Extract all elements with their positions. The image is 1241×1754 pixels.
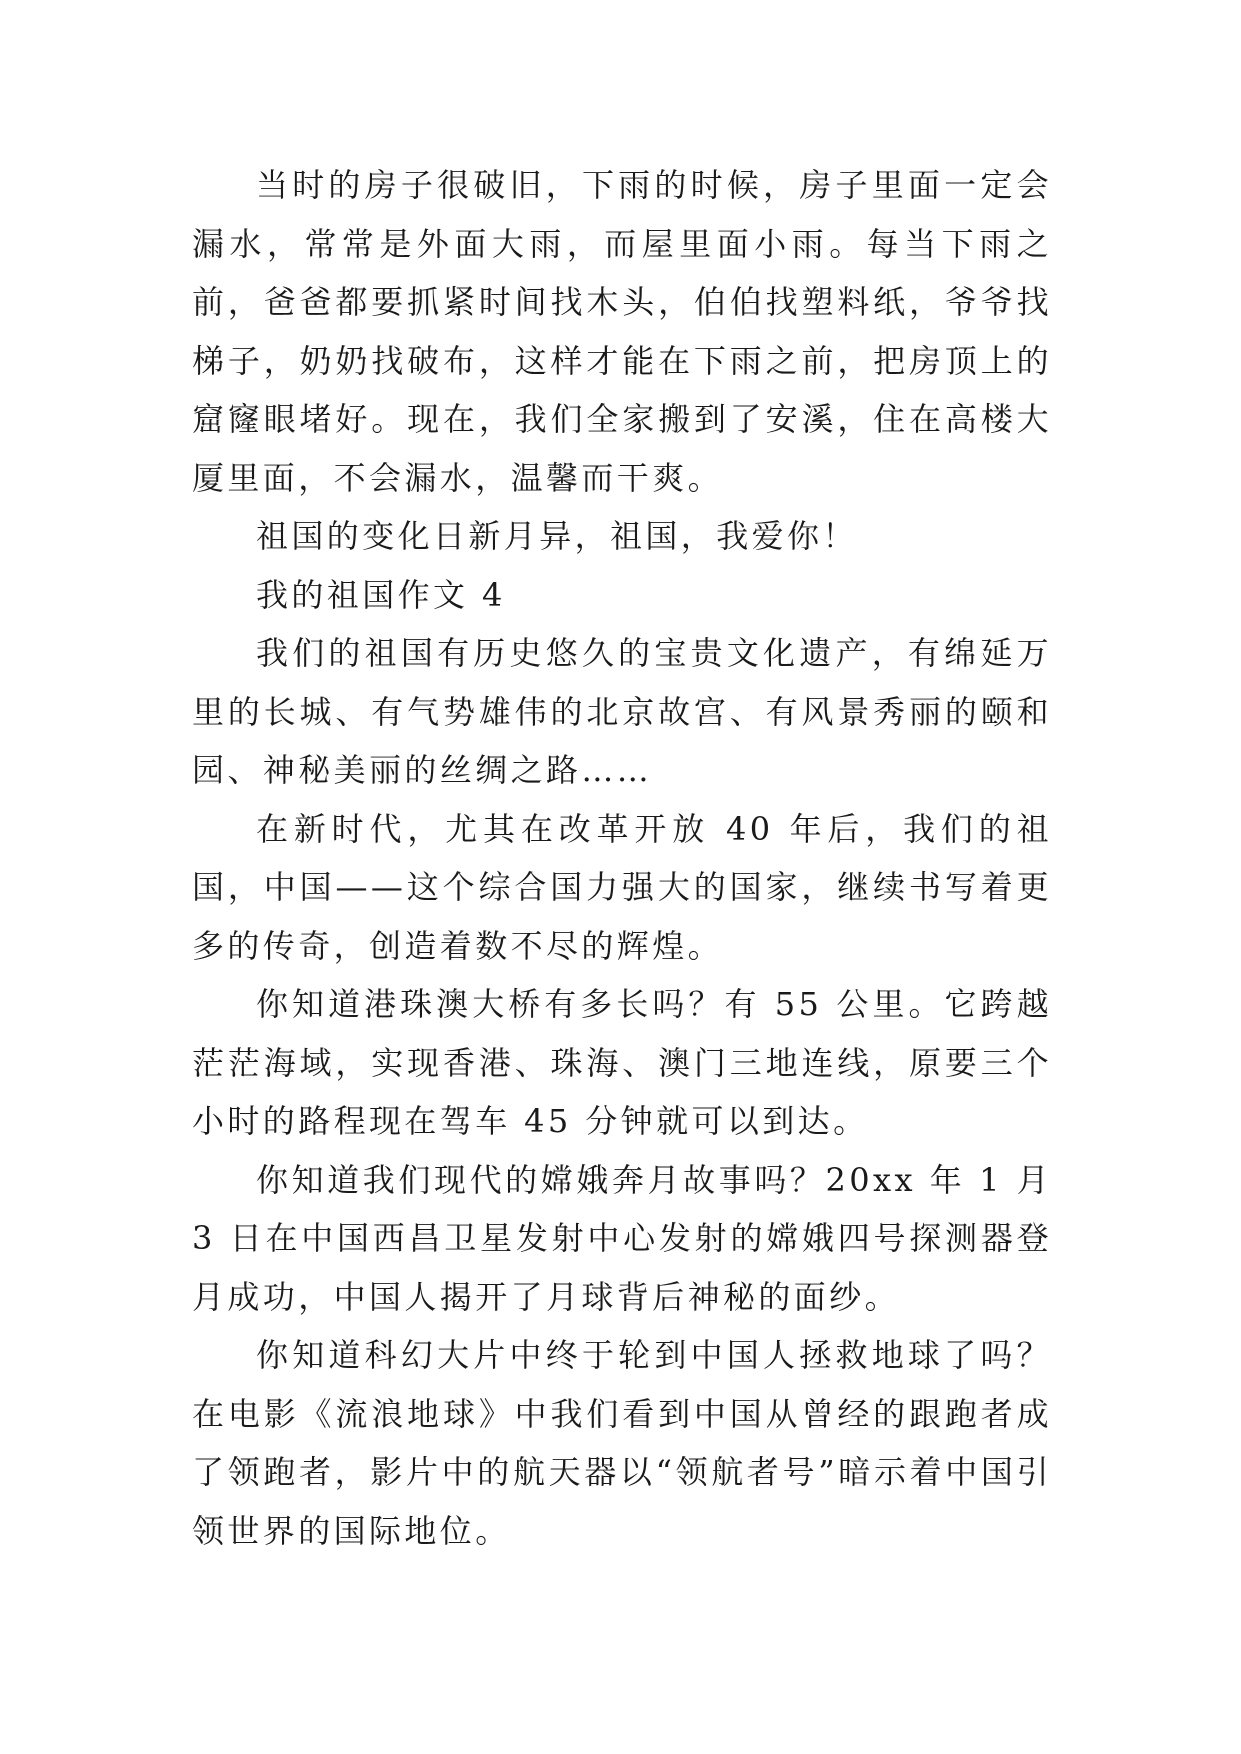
paragraph-love-motherland: 祖国的变化日新月异，祖国，我爱你！	[256, 517, 858, 555]
section-heading: 我的祖国作文 4	[256, 575, 506, 614]
paragraph-wandering-earth: 你知道科幻大片中终于轮到中国人拯救地球了吗？在电影《流浪地球》中我们看到中国从曾经的跟跑者成了领跑者，影片中的航天器以“领航者号”暗示着中国引领世界的国际地位。	[192, 1336, 1052, 1550]
paragraph-bridge: 你知道港珠澳大桥有多长吗？有 55 公里。它跨越茫茫海域，实现香港、珠海、澳门三地连线，原要三个小时的路程现在驾车 45 分钟就可以到达。	[192, 985, 1052, 1140]
paragraph-old-house: 当时的房子很破旧，下雨的时候，房子里面一定会漏水，常常是外面大雨，而屋里面小雨。每当下雨之前，爸爸都要抓紧时间找木头，伯伯找塑料纸，爷爷找梯子，奶奶找破布，这样才能在下雨之前，把房顶上的窟窿眼堵好。现在，我们全家搬到了安溪，住在高楼大厦里面，不会漏水，温馨而干爽。	[192, 166, 1052, 497]
document-body	[192, 156, 1052, 1560]
paragraph-change: 你知道我们现代的嫦娥奔月故事吗？20xx 年 1 月 3 日在中国西昌卫星发射中心发射的嫦娥四号探测器登月成功，中国人揭开了月球背后神秘的面纱。	[192, 1160, 1052, 1316]
paragraph-cultural-heritage: 我们的祖国有历史悠久的宝贵文化遗产，有绵延万里的长城、有气势雄伟的北京故宫、有风景秀丽的颐和园、神秘美丽的丝绸之路……	[192, 634, 1052, 789]
paragraph-new-era: 在新时代，尤其在改革开放 40 年后，我们的祖国，中国——这个综合国力强大的国家，继续书写着更多的传奇，创造着数不尽的辉煌。	[192, 809, 1052, 965]
